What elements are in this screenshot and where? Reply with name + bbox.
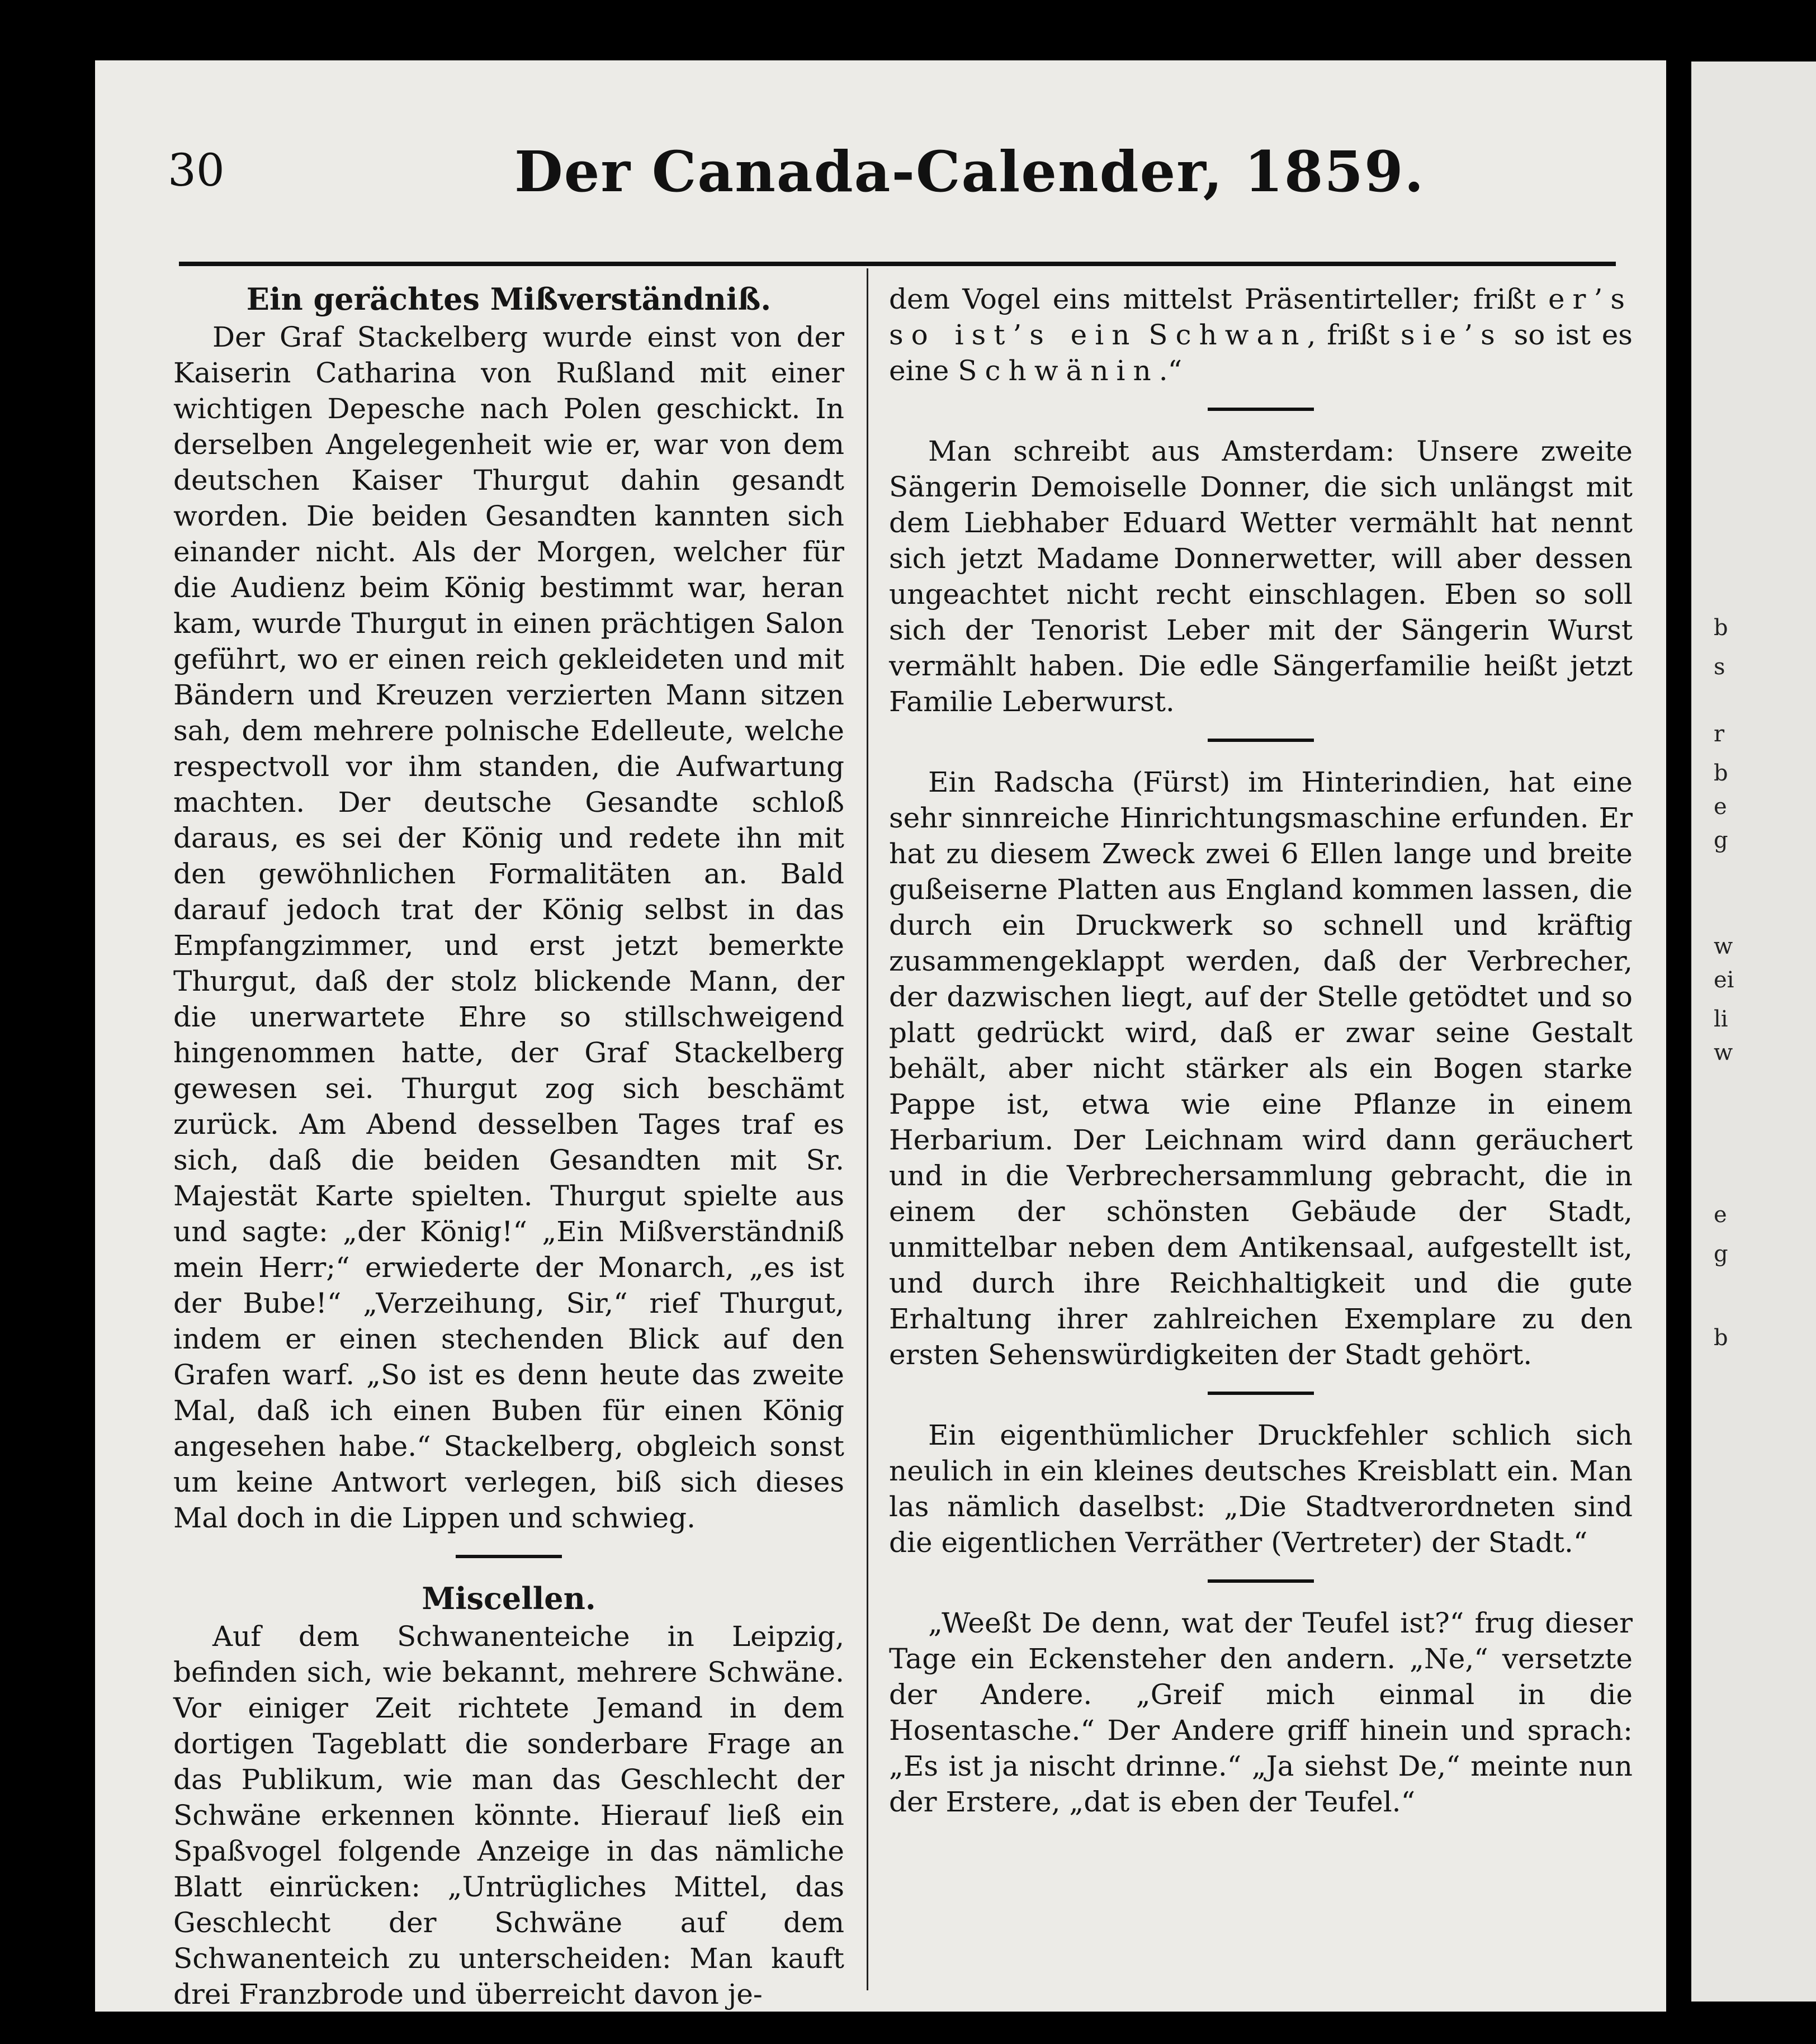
bleed-glyph: li xyxy=(1714,1006,1728,1032)
article-text-misunderstanding: Der Graf Stackelberg wurde einst von der Kaiserin Catharina von Rußland mit einer wichtigen Depesche nach Polen geschickt. In derselben Angelegenheit wie er, war von dem deutschen Kaiser Thurgut dahin gesandt worden. Die beiden Gesandten kannten sich einander nicht. Als der Morgen, welcher für die Audienz beim König bestimmt war, heran kam, wurde Thurgut in einen prächtigen Salon geführt, wo er einen reich gekleideten und mit Bändern und Kreuzen verzierten Mann sitzen sah, dem mehrere polnische Edelleute, welche respectvoll vor ihm standen, die Aufwartung machten. Der deutsche Gesandte schloß daraus, es sei der König und redete ihn mit den gewöhnlichen Formalitäten an. Bald darauf jedoch trat der König selbst in das Empfangzimmer, und erst jetzt bemerkte Thurgut, daß der stolz blickende Mann, der die unerwartete Ehre so stillschweigend hingenommen hatte, der Graf Stackelberg gewesen sei. Thurgut zog sich beschämt zurück. Am Abend desselben Tages traf es sich, daß die beiden Gesandten mit Sr. Majestät Karte spielten. Thurgut spielte aus und sagte: „der König!“ „Ein Mißverständniß mein Herr;“ erwiederte der Monarch, „es ist der Bube!“ „Verzeihung, Sir,“ rief Thurgut, indem er einen stechenden Blick auf den Grafen warf. „So ist es denn heute das zweite Mal, daß ich einen Buben für einen König angesehen habe.“ Stackelberg, obgleich sonst um keine Antwort verlegen, biß sich dieses Mal doch in die Lippen und schwieg. xyxy=(173,321,844,1534)
bleed-glyph: b xyxy=(1714,760,1728,786)
swans-cont-a: dem Vogel eins mittelst Präsentirteller; frißt xyxy=(889,283,1536,315)
bleed-glyph: b xyxy=(1714,1325,1728,1351)
bleed-glyph: e xyxy=(1714,1202,1727,1228)
column-divider xyxy=(867,268,868,1990)
article-text-druckfehler: Ein eigenthümlicher Druckfehler schlich sich neulich in ein kleines deutsches Kreisblatt ein. Man las nämlich daselbst: „Die Stadtverordneten sind die eigentlichen Verräther (Vertreter) der Stadt.“ xyxy=(889,1419,1633,1559)
calendar-page xyxy=(95,60,1666,2012)
swans-cont-b: er’s so ist’s ein xyxy=(889,283,1633,351)
bleed-glyph: ei xyxy=(1714,967,1734,993)
section-separator xyxy=(1208,1392,1314,1395)
swans-cont-f: so ist es eine xyxy=(889,319,1633,387)
bleed-glyph: w xyxy=(1714,1040,1733,1066)
header-rule xyxy=(179,262,1616,266)
article-heading-miscellen: Miscellen. xyxy=(422,1581,596,1616)
bleed-glyph: b xyxy=(1714,615,1728,641)
right-column xyxy=(889,281,1633,1820)
swans-cont-e: sie’s xyxy=(1400,319,1503,351)
page-header xyxy=(168,139,1633,217)
swans-cont-h: .“ xyxy=(1158,354,1183,387)
swans-cont-d: , frißt xyxy=(1307,319,1390,351)
bleed-glyph: r xyxy=(1714,721,1725,747)
running-title: Der Canada-Calender, 1859. xyxy=(514,139,1425,205)
bleed-glyph: s xyxy=(1714,654,1725,680)
bleed-glyph: g xyxy=(1714,1241,1728,1267)
section-separator xyxy=(1208,408,1314,411)
section-separator xyxy=(456,1555,562,1558)
bleed-glyph: w xyxy=(1714,934,1733,959)
page-number: 30 xyxy=(168,144,225,196)
article-text-radscha: Ein Radscha (Fürst) im Hinterindien, hat eine sehr sinnreiche Hinrichtungsmaschine erfunden. Er hat zu diesem Zweck zwei 6 Ellen lange und breite gußeiserne Platten aus England kommen lassen, die durch ein Druckwerk so schnell und kräftig zusammengeklappt werden, daß der Verbrecher, der dazwischen liegt, auf der Stelle getödtet und so platt gedrückt wird, daß er zwar seine Gestalt behält, aber nicht stärker als ein Bogen starke Pappe ist, etwa wie eine Pflanze in einem Herbarium. Der Leichnam wird dann geräuchert und in die Verbrechersammlung gebracht, die in einem der schönsten Gebäude der Stadt, unmittelbar neben dem Antikensaal, aufgestellt ist, und durch ihre Reichhaltigkeit und die gute Erhaltung ihrer zahlreichen Exemplare zu den ersten Sehenswürdigkeiten der Stadt gehört. xyxy=(889,766,1633,1371)
bleed-glyph: g xyxy=(1714,827,1728,853)
swans-cont-c: Schwan xyxy=(1148,319,1307,351)
article-heading-misunderstanding: Ein gerächtes Mißverständniß. xyxy=(246,281,772,317)
article-text-teufel: „Weeßt De denn, wat der Teufel ist?“ frug dieser Tage ein Eckensteher den andern. „Ne,“ versetzte der Andere. „Greif mich einmal in die Hosentasche.“ Der Andere griff hinein und sprach: „Es ist ja nischt drinne.“ „Ja siehst De,“ meinte nun der Erstere, „dat is eben der Teufel.“ xyxy=(889,1607,1633,1818)
section-separator xyxy=(1208,739,1314,742)
facing-page-edge xyxy=(1691,61,1816,2002)
article-text-swans: Auf dem Schwanenteiche in Leipzig, befinden sich, wie bekannt, mehrere Schwäne. Vor einiger Zeit richtete Jemand in dem dortigen Tageblatt die sonderbare Frage an das Publikum, wie man das Geschlecht der Schwäne erkennen könnte. Hierauf ließ ein Spaßvogel folgende Anzeige in das nämliche Blatt einrücken: „Untrügliches Mittel, das Geschlecht der Schwäne auf dem Schwanenteich zu unterscheiden: Man kauft drei Franzbrode und überreicht davon je- xyxy=(173,1620,844,2010)
left-column xyxy=(173,281,844,2012)
swans-cont-g: Schwänin xyxy=(958,354,1159,387)
article-text-donnerwetter: Man schreibt aus Amsterdam: Unsere zweite Sängerin Demoiselle Donner, die sich unlängst mit dem Liebhaber Eduard Wetter vermählt hat nennt sich jetzt Madame Donnerwetter, will aber dessen ungeachtet nicht recht einschlagen. Eben so soll sich der Tenorist Leber mit der Sängerin Wurst vermählt haben. Die edle Sängerfamilie heißt jetzt Familie Leberwurst. xyxy=(889,435,1633,718)
bleed-glyph: e xyxy=(1714,794,1727,820)
article-text-swans-continued xyxy=(889,281,1633,389)
section-separator xyxy=(1208,1579,1314,1583)
